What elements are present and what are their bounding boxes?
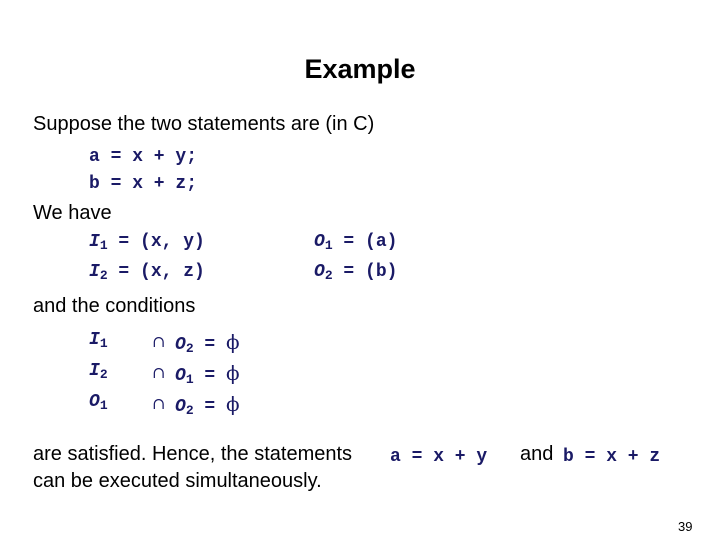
input-set-2-var: I (89, 262, 100, 282)
slide-title: Example (304, 54, 416, 84)
input-set-2 (89, 262, 205, 283)
conclusion-code-2: b = x + z (563, 447, 661, 467)
input-set-2-value: = (x, z) (107, 262, 205, 282)
condition-rhs (175, 361, 240, 387)
condition-equals: = (193, 335, 227, 355)
input-set-1 (89, 232, 205, 253)
condition-rhs (175, 330, 240, 356)
condition-rhs (175, 392, 240, 418)
condition-rhs-sub: 2 (185, 341, 194, 356)
conditions-label: and the conditions (33, 295, 196, 317)
input-set-2-sub: 2 (99, 268, 108, 283)
conclusion-line-2: can be executed simultaneously. (33, 470, 322, 492)
empty-set-symbol: ϕ (226, 330, 240, 354)
output-set-1 (314, 232, 397, 253)
condition-rhs-var: O (175, 366, 186, 386)
code-line-1: a = x + y; (89, 147, 198, 167)
condition-lhs-sub: 1 (99, 398, 108, 413)
condition-rhs-var: O (175, 335, 186, 355)
conclusion-code-1: a = x + y (390, 447, 488, 467)
condition-lhs-var: O (89, 392, 100, 412)
condition-rhs-sub: 2 (185, 403, 194, 418)
output-set-2-value: = (b) (332, 262, 398, 282)
output-set-2-sub: 2 (324, 268, 333, 283)
intersection-symbol: ∩ (152, 394, 166, 413)
intro-text: Suppose the two statements are (in C) (33, 113, 375, 135)
condition-rhs-var: O (175, 397, 186, 417)
empty-set-symbol: ϕ (226, 392, 240, 416)
output-set-1-value: = (a) (332, 232, 398, 252)
output-set-1-sub: 1 (324, 238, 333, 253)
we-have-text: We have (33, 202, 112, 224)
intersection-symbol: ∩ (152, 332, 166, 351)
input-set-1-value: = (x, y) (107, 232, 205, 252)
condition-row (89, 361, 108, 382)
input-set-1-sub: 1 (99, 238, 108, 253)
condition-lhs-sub: 1 (99, 336, 108, 351)
condition-row (89, 330, 108, 351)
condition-lhs-var: I (89, 361, 100, 381)
condition-rhs-sub: 1 (185, 372, 194, 387)
condition-lhs-var: I (89, 330, 100, 350)
condition-equals: = (193, 397, 227, 417)
intersection-symbol: ∩ (152, 363, 166, 382)
conclusion-and: and (520, 443, 554, 465)
input-set-1-var: I (89, 232, 100, 252)
output-set-2 (314, 262, 397, 283)
page-number: 39 (678, 519, 693, 534)
condition-equals: = (193, 366, 227, 386)
conclusion-text: are satisfied. Hence, the statements (33, 443, 353, 465)
empty-set-symbol: ϕ (226, 361, 240, 385)
condition-lhs-sub: 2 (99, 367, 108, 382)
code-line-2: b = x + z; (89, 174, 198, 194)
output-set-1-var: O (314, 232, 325, 252)
output-set-2-var: O (314, 262, 325, 282)
condition-row (89, 392, 108, 413)
